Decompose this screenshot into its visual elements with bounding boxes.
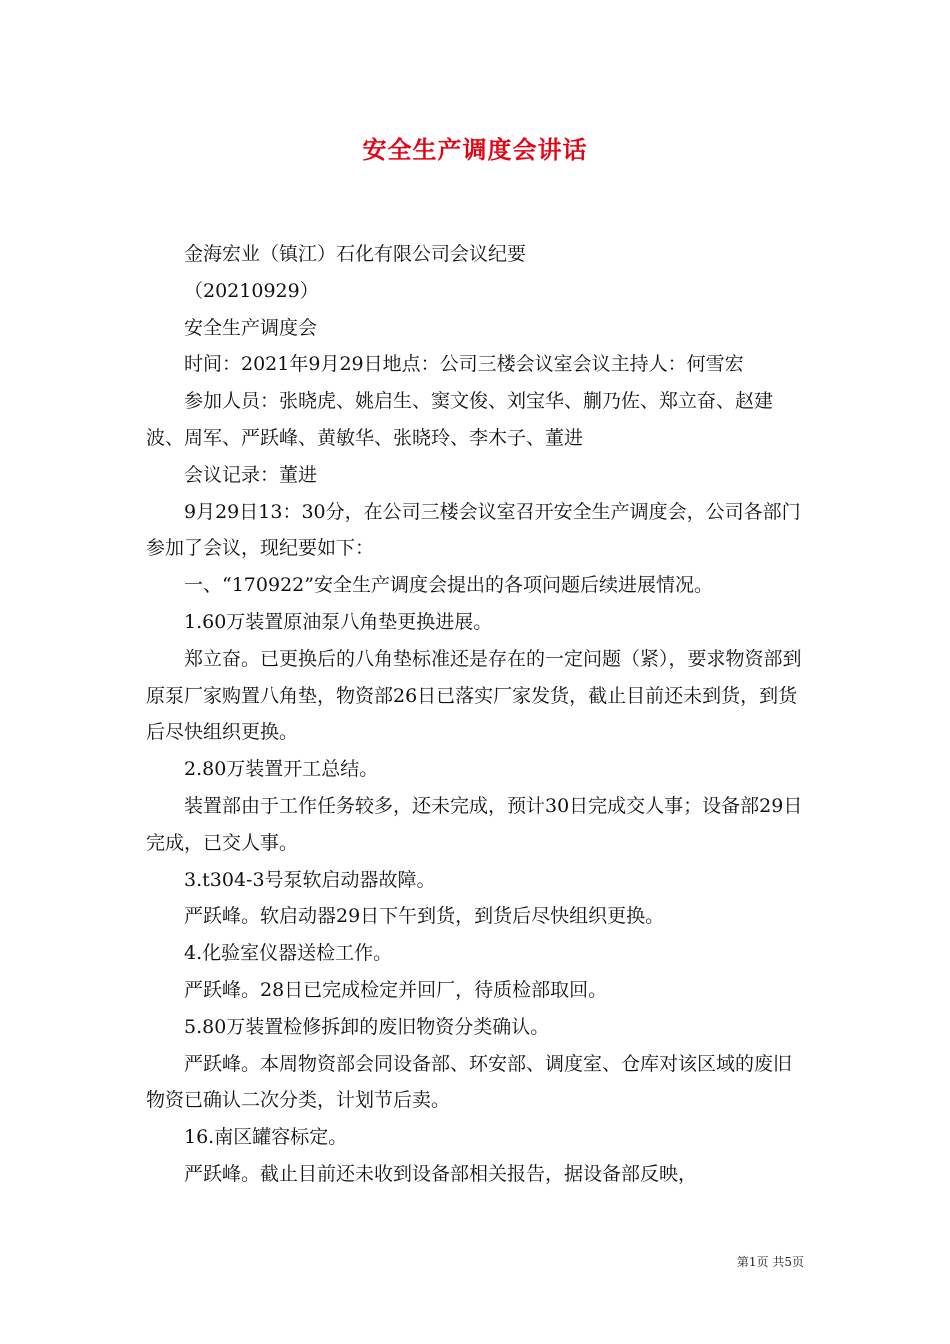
item-body-1: 郑立奋。已更换后的八角垫标准还是存在的一定问题（紧），要求物资部到原泵厂家购置八角垫，物资部26日已落实厂家发货，截止目前还未到货，到货后尽快组织更换。 [146, 647, 802, 744]
item-heading-3: 3.t304-3号泵软启动器故障。 [184, 868, 436, 891]
meeting-intro: 9月29日13：30分，在公司三楼会议室召开安全生产调度会，公司各部门参加了会议，现纪要如下： [146, 500, 801, 560]
item-body-16: 严跃峰。截止目前还未收到设备部相关报告，据设备部反映， [184, 1162, 698, 1185]
document-title: 安全生产调度会讲话 [362, 136, 588, 164]
item-body-5: 严跃峰。本周物资部会同设备部、环安部、调度室、仓库对该区域的废旧物资已确认二次分类，计划节后卖。 [146, 1052, 793, 1112]
meeting-time-place: 时间：2021年9月29日地点：公司三楼会议室会议主持人：何雪宏 [184, 353, 744, 376]
meeting-name: 安全生产调度会 [184, 316, 318, 339]
item-body-2: 装置部由于工作任务较多，还未完成，预计30日完成交人事；设备部29日完成，已交人事。 [146, 794, 803, 854]
item-heading-4: 4.化验室仪器送检工作。 [184, 942, 393, 965]
item-heading-16: 16.南区罐容标定。 [184, 1126, 348, 1149]
item-heading-2: 2.80万装置开工总结。 [184, 758, 379, 781]
item-heading-5: 5.80万装置检修拆卸的废旧物资分类确认。 [184, 1015, 550, 1038]
meeting-date-code: （20210929） [184, 279, 319, 302]
item-heading-1: 1.60万装置原油泵八角垫更换进展。 [184, 610, 493, 633]
item-body-4: 严跃峰。28日已完成检定并回厂，待质检部取回。 [184, 978, 608, 1001]
recorder: 会议记录：董进 [184, 463, 318, 486]
section-heading-1: 一、“170922”安全生产调度会提出的各项问题后续进展情况。 [184, 574, 713, 597]
document-body [146, 236, 806, 1193]
company-heading: 金海宏业（镇江）石化有限公司会议纪要 [184, 243, 527, 265]
page-footer: 第1页 共5页 [736, 1255, 804, 1269]
item-body-3: 严跃峰。软启动器29日下午到货，到货后尽快组织更换。 [184, 905, 665, 928]
attendees: 参加人员：张晓虎、姚启生、窦文俊、刘宝华、蒯乃佐、郑立奋、赵建波、周军、严跃峰、黄敏华、张晓玲、李木子、董进 [146, 390, 774, 449]
